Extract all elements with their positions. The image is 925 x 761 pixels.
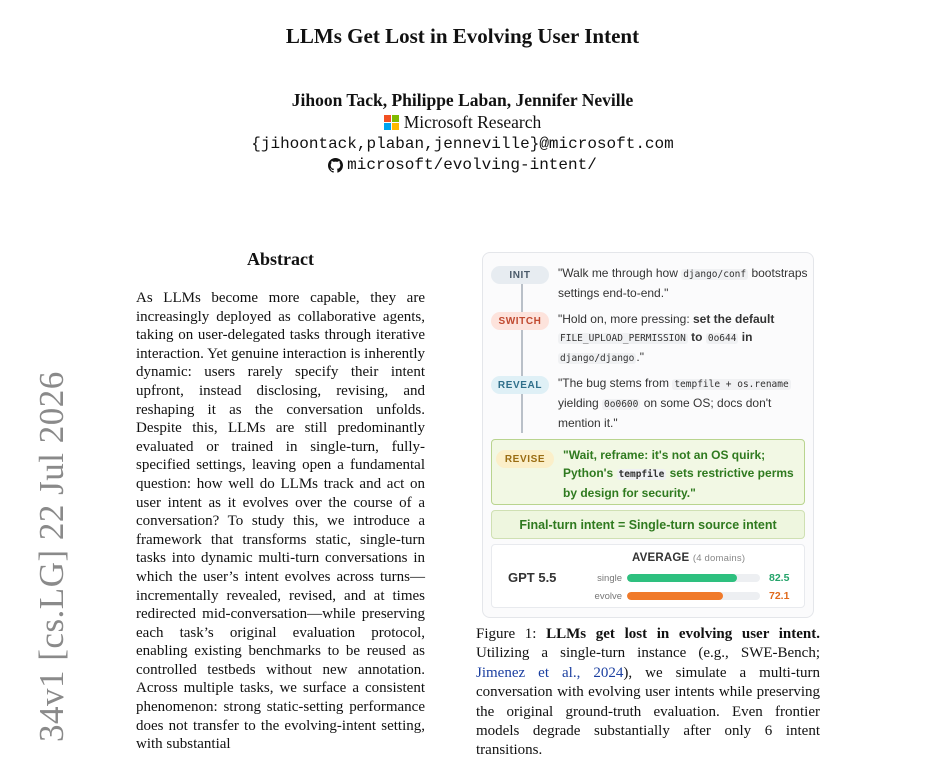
bar-row-single [592, 572, 789, 584]
chart-title: AVERAGE (4 domains) [632, 552, 746, 564]
figure-1 [482, 252, 814, 618]
affiliation [0, 112, 925, 133]
bar-row-evolve [592, 590, 789, 602]
bar-single [627, 574, 737, 582]
init-text: "Walk me through how django/conf bootstraps settings end-to-end." [558, 266, 808, 300]
bar-value-evolve: 72.1 [769, 590, 790, 602]
author-list: Jihoon Tack, Philippe Laban, Jennifer Neville [291, 90, 634, 110]
abstract-heading: Abstract [247, 249, 314, 269]
bar-value-single: 82.5 [769, 572, 790, 584]
abstract-body: As LLMs become more capable, they are increasingly deployed as collaborative agents, taking on user-delegated tasks through iterative interaction. Yet genuine interaction is inherently dynamic: users rarely specify their intent upfront, instead disclosing, revising, and reshaping it as the conversation unfolds. Despite this, LLMs are still predominantly evaluated or trained in single-turn, fully-specified settings, leaving open a fundamental question: how well do LLMs track and act on user intent as it evolves over the course of a conversation? To study this, we introduce a framework that transforms static, single-turn tasks into dynamic multi-turn conversations in which the user’s intent evolves across turns—incrementally revealed, revised, and at times redirected mid-conversation—while preserving each task’s original evaluation protocol, enabling existing benchmarks to be reused as controlled testbeds without new annotation. Across multiple tasks, we surface a consistent phenomenon: strong static-setting performance does not transfer to the evolving-intent setting, with substantial [136, 290, 425, 753]
repo-link[interactable] [0, 156, 925, 174]
turn-switch [491, 310, 808, 368]
final-intent-note: Final-turn intent = Single-turn source intent [491, 510, 805, 539]
bar-track-single [627, 574, 760, 582]
turn-revise [496, 446, 803, 502]
switch-badge: SWITCH [491, 312, 549, 330]
affiliation-name: Microsoft Research [403, 112, 542, 132]
bar-label-evolve: evolve [594, 590, 622, 602]
init-badge: INIT [491, 266, 549, 284]
model-name: GPT 5.5 [508, 570, 557, 585]
paper-title: LLMs Get Lost in Evolving User Intent [285, 24, 640, 48]
average-panel [491, 544, 805, 608]
turn-init [491, 264, 808, 302]
bar-track-evolve [627, 592, 760, 600]
revise-text: "Wait, reframe: it's not an OS quirk; Python's tempfile sets restrictive perms by design for security." [563, 448, 794, 500]
revise-box [491, 439, 805, 505]
author-email: {jihoontack,plaban,jenneville}@microsoft.com [251, 135, 674, 153]
citation-link[interactable]: Jimenez et al., 2024 [476, 664, 624, 681]
bar-evolve [627, 592, 723, 600]
microsoft-logo-icon [384, 115, 399, 130]
switch-text: "Hold on, more pressing: set the default FILE_UPLOAD_PERMISSION to 0o644 in django/django ." [558, 312, 775, 364]
revise-badge: REVISE [496, 450, 554, 468]
turn-reveal [491, 374, 808, 432]
repo-path: microsoft/evolving-intent/ [347, 156, 597, 174]
arxiv-watermark: 34v1 [cs.LG] 22 Jul 2026 [32, 371, 71, 742]
figure-caption: Figure 1: LLMs get lost in evolving user intent. Utilizing a single-turn instance (e.g., SWE-Bench; Jimenez et al., 2024), we simulate a multi-turn conversation with evolving user intents while preserving the original ground-truth evaluation. Even frontier models degrade substantially after only 6 intent transitions. [476, 626, 821, 759]
reveal-text: "The bug stems from tempfile + os.rename yielding 0o0600 on some OS; docs don't mention it." [558, 376, 789, 430]
github-icon [328, 158, 343, 173]
bar-label-single: single [597, 572, 622, 584]
reveal-badge: REVEAL [491, 376, 549, 394]
